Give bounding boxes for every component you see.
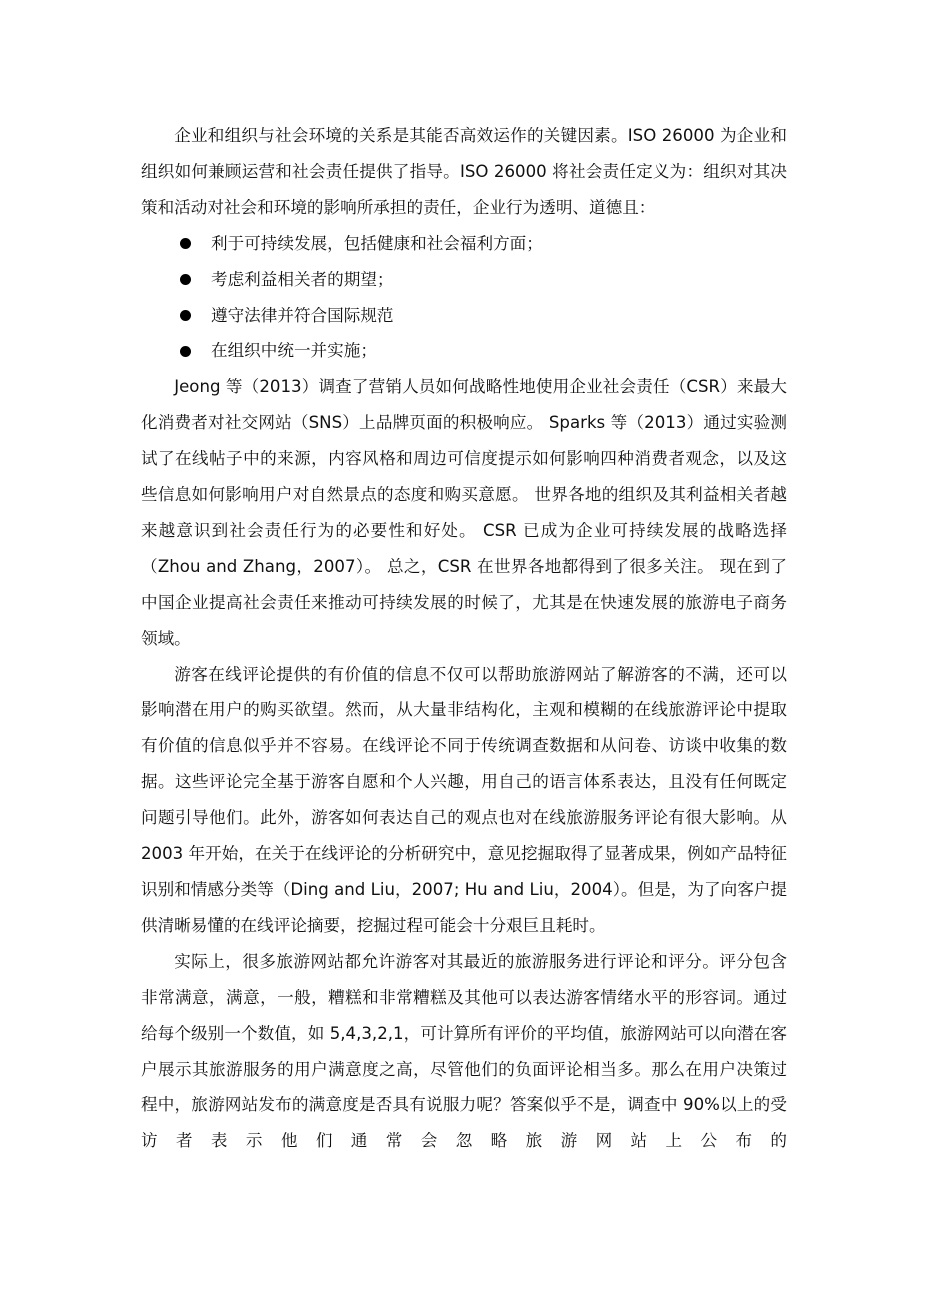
bullet-text: 遵守法律并符合国际规范	[211, 305, 394, 325]
bullet-dot-icon	[180, 346, 191, 357]
paragraph-online-reviews: 游客在线评论提供的有价值的信息不仅可以帮助旅游网站了解游客的不满，还可以影响潜在用户的购买欲望。然而，从大量非结构化，主观和模糊的在线旅游评论中提取有价值的信息似乎并不容易。在线评论不同于传统调查数据和从问卷、访谈中收集的数据。这些评论完全基于游客自愿和个人兴趣，用自己的语言体系表达，且没有任何既定问题引导他们。此外，游客如何表达自己的观点也对在线旅游服务评论有很大影响。从 2003 年开始，在关于在线评论的分析研究中，意见挖掘取得了显著成果，例如产品特征识别和情感分类等（Ding and Liu，2007; Hu and Liu，2004）。但是，为了向客户提供清晰易懂的在线评论摘要，挖掘过程可能会十分艰巨且耗时。	[141, 664, 787, 935]
bullet-list	[141, 226, 787, 370]
bullet-text: 考虑利益相关者的期望；	[211, 269, 394, 289]
document-body	[141, 118, 787, 1159]
paragraph-csr-research: Jeong 等（2013）调查了营销人员如何战略性地使用企业社会责任（CSR）来最大化消费者对社交网站（SNS）上品牌页面的积极响应。 Sparks 等（2013）通过实验测试了在线帖子中的来源，内容风格和周边可信度提示如何影响四种消费者观念，以及这些信息如何影响用户对自然景点的态度和购买意愿。 世界各地的组织及其利益相关者越来越意识到社会责任行为的必要性和好处。 CSR 已成为企业可持续发展的战略选择（Zhou and Zhang，2007）。 总之，CSR 在世界各地都得到了很多关注。 现在到了中国企业提高社会责任来推动可持续发展的时候了，尤其是在快速发展的旅游电子商务领域。	[141, 377, 787, 648]
paragraph-iso-26000: 企业和组织与社会环境的关系是其能否高效运作的关键因素。ISO 26000 为企业和组织如何兼顾运营和社会责任提供了指导。ISO 26000 将社会责任定义为：组织对其决策和活动对社会和环境的影响所承担的责任，企业行为透明、道德且：	[141, 126, 787, 217]
bullet-dot-icon	[180, 238, 191, 249]
bullet-text: 利于可持续发展，包括健康和社会福利方面；	[211, 233, 543, 253]
bullet-item	[141, 333, 787, 369]
bullet-item	[141, 226, 787, 262]
bullet-dot-icon	[180, 310, 191, 321]
bullet-item	[141, 298, 787, 334]
bullet-dot-icon	[180, 274, 191, 285]
paragraph-ratings: 实际上，很多旅游网站都允许游客对其最近的旅游服务进行评论和评分。评分包含非常满意，满意，一般，糟糕和非常糟糕及其他可以表达游客情绪水平的形容词。通过给每个级别一个数值，如 5,4,3,2,1，可计算所有评价的平均值，旅游网站可以向潜在客户展示其旅游服务的用户满意度之高，尽管他们的负面评论相当多。那么在用户决策过程中，旅游网站发布的满意度是否具有说服力呢？答案似乎不是，调查中 90%以上的受访者表示他们通常会忽略旅游网站上公布的	[141, 951, 787, 1151]
bullet-item	[141, 262, 787, 298]
bullet-text: 在组织中统一并实施；	[211, 341, 377, 361]
